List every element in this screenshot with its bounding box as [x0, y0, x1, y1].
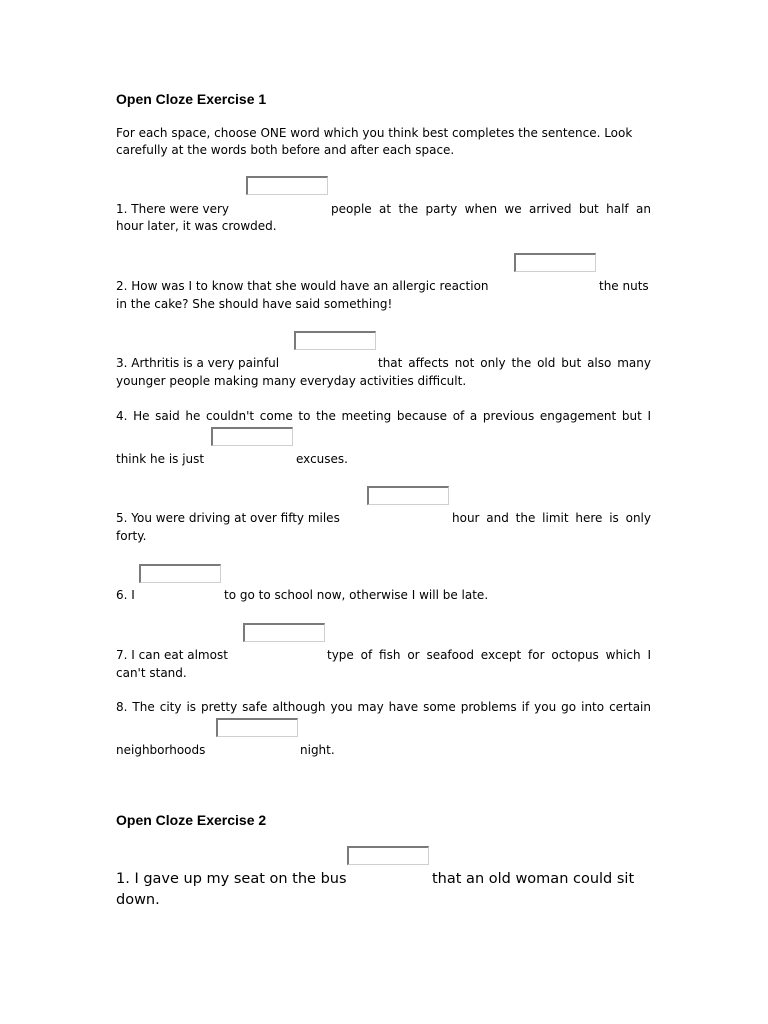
q5-text-before: 5. You were driving at over fifty miles — [116, 511, 340, 525]
q5-text-line2: forty. — [116, 529, 147, 543]
exercise2-answer-input-1[interactable] — [347, 846, 429, 865]
q4-text-before: think he is just — [116, 452, 205, 466]
q3-text-before: 3. Arthritis is a very painful — [116, 356, 280, 370]
q2-text-after: the nuts — [599, 279, 649, 293]
q2-text-before: 2. How was I to know that she would have an allergic reaction — [116, 279, 489, 293]
q7-text-after: type of fish or seafood except for octopus which I — [327, 648, 651, 662]
answer-input-7[interactable] — [243, 623, 325, 642]
answer-input-1[interactable] — [246, 176, 328, 195]
q3-text-after: that affects not only the old but also many — [378, 356, 651, 370]
q8-text-line1: 8. The city is pretty safe although you may have some problems if you go into certain — [116, 700, 651, 714]
q1-text-after-inner: people at the party when we arrived but half an — [331, 202, 651, 216]
answer-input-4[interactable] — [211, 427, 293, 446]
answer-input-3[interactable] — [294, 331, 376, 350]
q6-text-before: 6. I — [116, 588, 135, 602]
answer-input-6[interactable] — [139, 564, 221, 583]
q7-text-before: 7. I can eat almost — [116, 648, 228, 662]
q8-text-after: night. — [300, 743, 335, 757]
ex2-q1-text-before: 1. I gave up my seat on the bus — [116, 871, 347, 887]
answer-input-2[interactable] — [514, 253, 596, 272]
q4-text-after: excuses. — [296, 452, 348, 466]
q2-text-line2: in the cake? She should have said something! — [116, 297, 393, 311]
q1-text-line2: hour later, it was crowded. — [116, 219, 277, 233]
ex2-q1-text-line2: down. — [116, 892, 160, 908]
answer-input-8[interactable] — [216, 718, 298, 737]
exercise1-title: Open Cloze Exercise 1 — [116, 91, 267, 107]
q1-text-before: 1. There were very — [116, 202, 230, 216]
q6-text-after: to go to school now, otherwise I will be late. — [224, 588, 489, 602]
q8-text-before: neighborhoods — [116, 743, 206, 757]
q5-text-after: hour and the limit here is only — [452, 511, 651, 525]
q1-text-after — [331, 201, 651, 218]
ex2-q1-text-after: that an old woman could sit — [432, 871, 635, 887]
q4-text-line1: 4. He said he couldn't come to the meeting because of a previous engagement but I — [116, 409, 651, 423]
q7-text-line2: can't stand. — [116, 666, 187, 680]
exercise2-title: Open Cloze Exercise 2 — [116, 812, 267, 828]
q3-text-line2: younger people making many everyday activities difficult. — [116, 374, 467, 388]
exercise1-instructions: For each space, choose ONE word which you think best completes the sentence. Look carefully at the words both before and after each space. — [116, 126, 633, 157]
answer-input-5[interactable] — [367, 486, 449, 505]
